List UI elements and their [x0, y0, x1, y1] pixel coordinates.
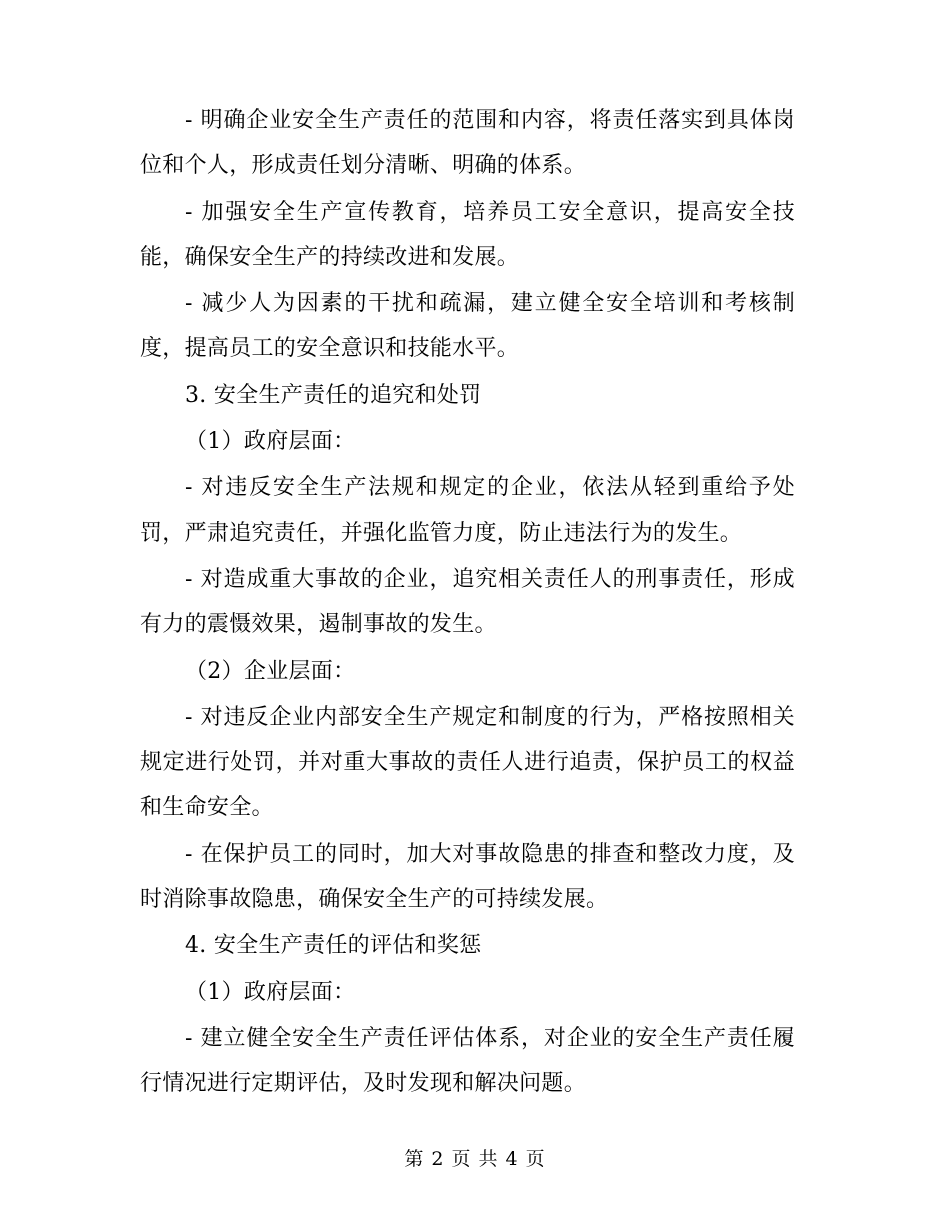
section-heading-4: 4. 安全生产责任的评估和奖惩 — [185, 933, 482, 959]
subheading-enterprise: （2）企业层面： — [185, 658, 356, 684]
paragraph-6: - 对违反企业内部安全生产规定和制度的行为，严格按照相关规定进行处罚，并对重大事故的责任人进行追责，保护员工的权益和生命安全。 — [140, 704, 795, 821]
paragraph-3: - 减少人为因素的干扰和疏漏，建立健全安全培训和考核制度，提高员工的安全意识和技能水平。 — [140, 291, 795, 362]
subheading-government: （1）政府层面： — [185, 429, 356, 455]
paragraph-8: - 建立健全安全生产责任评估体系，对企业的安全生产责任履行情况进行定期评估，及时发现和解决问题。 — [140, 1025, 795, 1097]
paragraph-4: - 对违反安全生产法规和规定的企业，依法从轻到重给予处罚，严肃追究责任，并强化监管力度，防止违法行为的发生。 — [140, 475, 795, 546]
paragraph-5: - 对造成重大事故的企业，追究相关责任人的刑事责任，形成有力的震慑效果，遏制事故的发生。 — [140, 566, 795, 638]
paragraph-1: - 明确企业安全生产责任的范围和内容，将责任落实到具体岗位和个人，形成责任划分清晰、明确的体系。 — [140, 108, 795, 179]
paragraph-2: - 加强安全生产宣传教育，培养员工安全意识，提高安全技能，确保安全生产的持续改进和发展。 — [140, 199, 795, 270]
subheading-government-2: （1）政府层面： — [185, 979, 356, 1005]
page-body — [140, 98, 795, 1108]
section-heading-3: 3. 安全生产责任的追究和处罚 — [185, 382, 482, 408]
paragraph-7: - 在保护员工的同时，加大对事故隐患的排查和整改力度，及时消除事故隐患，确保安全生产的可持续发展。 — [140, 841, 795, 913]
page-number-footer: 第 2 页 共 4 页 — [404, 1148, 546, 1170]
